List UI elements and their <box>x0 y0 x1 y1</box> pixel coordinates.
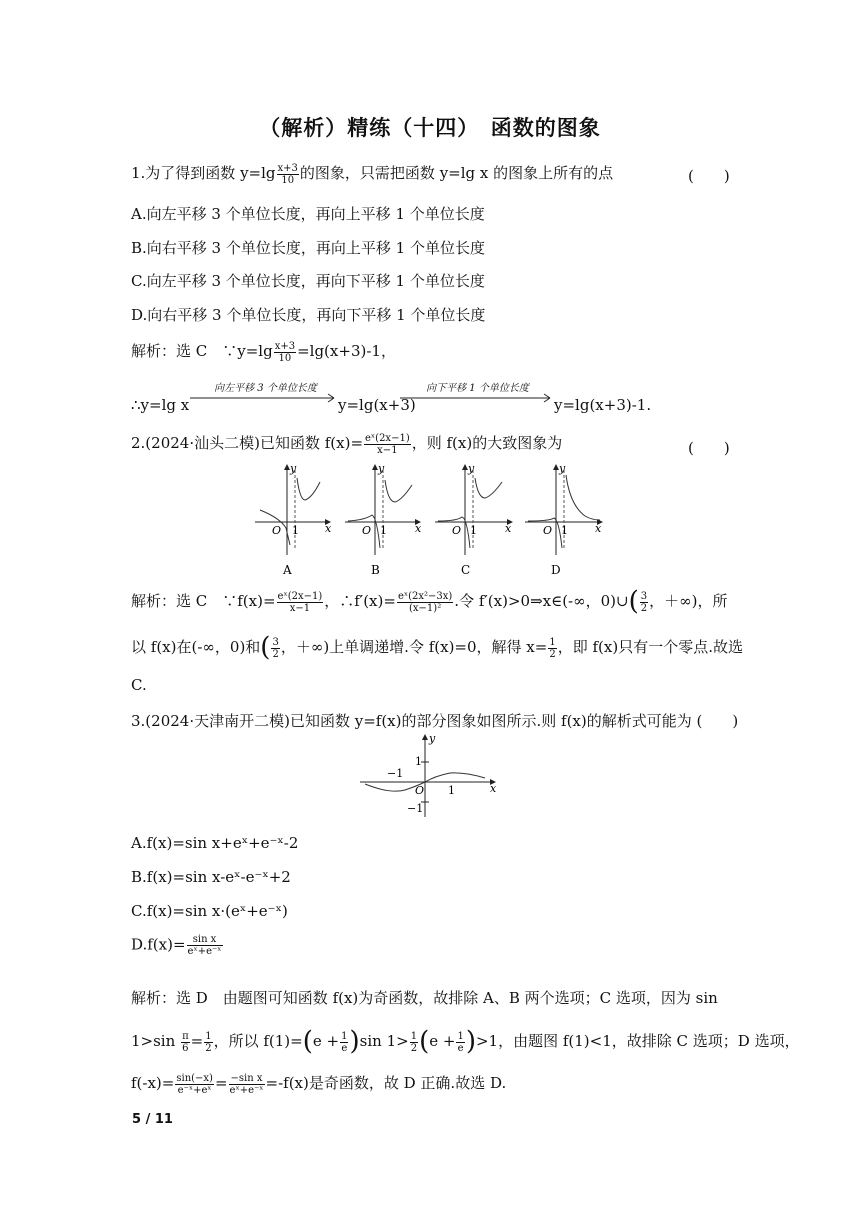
q1-arrow2-label: 向下平移 1 个单位长度 <box>426 383 529 394</box>
page-number: 5 / 11 <box>132 1112 173 1127</box>
q1-chain-end: y=lg(x+3)-1. <box>554 396 652 414</box>
q2-graph-a <box>255 465 330 555</box>
q1-chain-start: ∴y=lg x <box>131 396 190 414</box>
q2-stem: 2.(2024·汕头二模)已知函数 f(x)= $\frac{\text{eˣ(2x−1)}}{x-1}$ ，则 f(x)的大致图象为 <box>131 432 563 456</box>
q2-c-y-label: y <box>468 462 475 475</box>
q3-solution-line3: f(-x)= $\frac{\sin(-x)}{\text{e⁻ˣ+eˣ}}$ = $\frac{\text{−sin x}}{\text{eˣ+e⁻ˣ}}$ =-f(x)是奇函数，故 D 正确.故选 D. <box>131 1072 507 1096</box>
q3-origin: O <box>415 784 425 797</box>
q1-chain-mid: y=lg(x+3) <box>338 396 416 414</box>
q2-graph-c <box>435 465 512 555</box>
q2-d-x-label: x <box>595 522 602 535</box>
q2-d-origin: O <box>543 524 553 537</box>
q3-solution-line1: 解析：选 D 由题图可知函数 f(x)为奇函数，故排除 A、B 两个选项；C 选项，因为 sin <box>131 989 718 1007</box>
q1-stem-a: 1.为了得到函数 y=lg <box>131 164 276 182</box>
q2-label-b: B <box>371 563 380 577</box>
q3-tick-x-1: 1 <box>448 784 455 797</box>
q2-c-tick: 1 <box>470 524 477 537</box>
q2-graph-b <box>345 465 420 555</box>
q2-a-tick: 1 <box>292 524 299 537</box>
q1-option-b: B.向右平移 3 个单位长度，再向上平移 1 个单位长度 <box>131 239 485 257</box>
q1-arrow1-label: 向左平移 3 个单位长度 <box>214 383 317 394</box>
q2-c-origin: O <box>452 524 462 537</box>
q2-d-y-label: y <box>559 462 566 475</box>
q2-b-tick: 1 <box>380 524 387 537</box>
q2-d-tick: 1 <box>561 524 568 537</box>
q1-solution: 解析：选 C ∵y=lg $\frac{x+3}{10}$ =lg(x+3)-1， <box>131 340 396 364</box>
q2-b-x-label: x <box>415 522 422 535</box>
q2-b-origin: O <box>362 524 372 537</box>
q3-y-label: y <box>429 732 436 745</box>
q2-a-x-label: x <box>325 522 332 535</box>
q3-graph <box>355 732 505 822</box>
q3-tick-y-neg1: −1 <box>407 802 424 815</box>
q1-fraction: $\frac{x+3}{10}$ <box>277 162 298 186</box>
q1-option-c: C.向左平移 3 个单位长度，再向下平移 1 个单位长度 <box>131 272 485 290</box>
q2-graph-options <box>250 460 610 580</box>
q2-graph-d <box>525 465 602 555</box>
page-title: （解析）精练（十四） 函数的图象 <box>259 116 601 140</box>
q3-stem: 3.(2024·天津南开二模)已知函数 y=f(x)的部分图象如图所示.则 f(x)的解析式可能为 ( ) <box>131 712 739 730</box>
q3-option-d: D.f(x)= $\frac{\text{sin x}}{\text{eˣ+e⁻ˣ}}$ <box>131 934 222 957</box>
q1-stem <box>131 162 613 186</box>
q1-arrow1 <box>190 393 340 403</box>
q2-a-y-label: y <box>290 462 297 475</box>
q3-tick-y-1: 1 <box>415 755 422 768</box>
q1-stem-b: 的图象，只需把函数 y=lg x 的图象上所有的点 <box>299 164 614 182</box>
q2-solution-line3: C. <box>131 676 147 694</box>
q3-option-b: B.f(x)=sin x-eˣ-e⁻ˣ+2 <box>131 868 291 886</box>
q3-option-c: C.f(x)=sin x·(eˣ+e⁻ˣ) <box>131 902 288 920</box>
q3-tick-x-neg1: −1 <box>387 767 404 780</box>
q2-label-a: A <box>283 563 292 577</box>
q3-x-label: x <box>490 782 497 795</box>
q2-solution-line2: 以 f(x)在(-∞，0)和( $\frac{3}{2}$ ，＋∞)上单调递增.令 f(x)=0，解得 x= $\frac{1}{2}$ ，即 f(x)只有一个零点.故选 <box>131 632 743 663</box>
q3-option-a: A.f(x)=sin x+eˣ+e⁻ˣ-2 <box>131 834 299 852</box>
q1-option-a: A.向左平移 3 个单位长度，再向上平移 1 个单位长度 <box>131 205 485 223</box>
q2-answer-blank: ( ) <box>688 439 730 457</box>
q2-c-x-label: x <box>505 522 512 535</box>
q3-solution-line2: 1>sin $\frac{\pi}{6}$ = $\frac{1}{2}$ ，所以 f(1)=(e + $\frac{1}{e}$ )sin 1> $\frac{1}{2}$ (e + $\frac{1}{e}$ )>1，由题图 f(1)<1，故排除 C 选项；D 选项， <box>131 1026 800 1057</box>
q2-label-c: C <box>461 563 471 577</box>
q2-solution-line1: 解析：选 C ∵f(x)= $\frac{\text{eˣ(2x−1)}}{x-1}$ ，∴f′(x)= $\frac{\text{eˣ(2x²−3x)}}{\text{(x−1)²}}$ .令 f′(x)>0⇒x∈(-∞，0)∪( $\frac{3}{2}$ ，＋∞)，所 <box>131 586 728 617</box>
q1-option-d: D.向右平移 3 个单位长度，再向下平移 1 个单位长度 <box>131 306 486 324</box>
q2-a-origin: O <box>272 524 282 537</box>
q1-answer-blank: ( ) <box>688 167 730 185</box>
q2-b-y-label: y <box>378 462 385 475</box>
q1-arrow2 <box>400 393 555 403</box>
q2-label-d: D <box>551 563 561 577</box>
